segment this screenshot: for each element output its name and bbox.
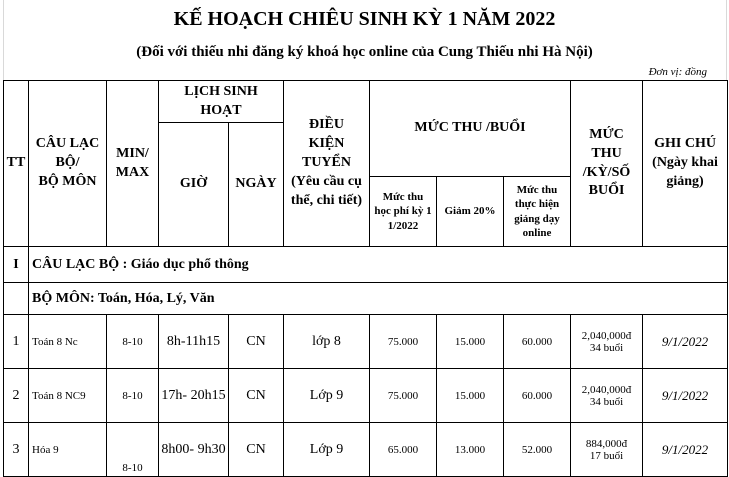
header-condition-line2: KIỆN <box>308 136 345 152</box>
enrollment-table <box>3 80 728 477</box>
subsection-number-cell <box>4 283 29 315</box>
row-discount: 15.000 <box>437 369 504 423</box>
header-condition <box>284 81 370 247</box>
header-note-line1: GHI CHÚ <box>654 136 716 152</box>
header-total <box>571 81 643 247</box>
header-day: NGÀY <box>229 123 284 247</box>
header-total-line1: MỨC <box>589 126 624 142</box>
header-total-line3: /KỲ/SỐ <box>582 164 631 180</box>
row-total-sessions: 17 buổi <box>589 449 624 462</box>
course-name: Hóa 9 <box>29 423 107 477</box>
header-fee-online-line1: Mức thu <box>516 183 558 196</box>
row-day: CN <box>229 369 284 423</box>
row-total-sessions: 34 buổi <box>589 341 624 354</box>
row-condition: Lớp 9 <box>284 423 370 477</box>
row-discount: 13.000 <box>437 423 504 477</box>
header-total-line2: THU <box>591 145 622 161</box>
header-tt: TT <box>4 81 29 247</box>
header-club-line2: BỘ/ <box>55 155 80 171</box>
header-schedule-line2: HOẠT <box>200 102 242 118</box>
row-total <box>571 369 643 423</box>
row-total-amount: 2,040,000đ <box>581 383 632 396</box>
row-start-date: 9/1/2022 <box>643 369 728 423</box>
page-subtitle: (Đối với thiếu nhi đăng ký khoá học online của Cung Thiếu nhi Hà Nội) <box>136 44 593 60</box>
header-condition-line1: ĐIỀU <box>308 117 344 133</box>
row-total <box>571 315 643 369</box>
row-total-amount: 2,040,000đ <box>581 329 632 342</box>
row-online-fee: 52.000 <box>504 423 571 477</box>
table-row <box>4 369 728 423</box>
section-number: I <box>4 247 29 283</box>
header-minmax-line1: MIN/ <box>116 145 149 161</box>
sheet-edge-left <box>3 0 4 80</box>
header-fee-base-line2: học phí kỳ 1 <box>374 205 432 218</box>
row-fee: 75.000 <box>370 315 437 369</box>
row-number: 3 <box>4 423 29 477</box>
header-schedule-line1: LỊCH SINH <box>184 83 258 99</box>
header-note-line3: giảng) <box>666 173 704 189</box>
page-title: KẾ HOẠCH CHIÊU SINH KỲ 1 NĂM 2022 <box>173 8 556 30</box>
row-total-sessions: 34 buổi <box>589 395 624 408</box>
row-time: 17h- 20h15 <box>159 369 229 423</box>
header-time: GIỜ <box>159 123 229 247</box>
subsection-title: BỘ MÔN: Toán, Hóa, Lý, Văn <box>29 283 728 315</box>
header-discount: Giảm 20% <box>437 177 504 247</box>
header-fee-base-line1: Mức thu <box>382 191 424 204</box>
currency-unit-note: Đơn vị: đồng <box>648 66 707 78</box>
header-fee-online-line4: online <box>522 226 552 239</box>
header-club-line3: BỘ MÔN <box>38 173 97 189</box>
header-condition-line3: TUYỂN <box>301 155 351 171</box>
table-row <box>4 423 728 477</box>
row-minmax: 8-10 <box>107 369 159 423</box>
header-minmax <box>107 81 159 247</box>
row-online-fee: 60.000 <box>504 315 571 369</box>
course-name: Toán 8 Nc <box>29 315 107 369</box>
header-club <box>29 81 107 247</box>
row-start-date: 9/1/2022 <box>643 315 728 369</box>
header-note-line2: (Ngày khai <box>652 155 718 171</box>
section-title: CÂU LẠC BỘ : Giáo dục phổ thông <box>29 247 728 283</box>
header-fee-online-line3: giảng dạy <box>514 212 560 225</box>
course-name: Toán 8 NC9 <box>29 369 107 423</box>
row-condition: Lớp 9 <box>284 369 370 423</box>
header-club-line1: CÂU LẠC <box>35 136 100 152</box>
header-fee-base <box>370 177 437 247</box>
header-condition-line5: thể, chi tiết) <box>290 192 363 208</box>
row-start-date: 9/1/2022 <box>643 423 728 477</box>
table-row <box>4 315 728 369</box>
row-number: 2 <box>4 369 29 423</box>
header-fee-online <box>504 177 571 247</box>
header-fee-online-line2: thực hiện <box>514 198 560 211</box>
row-fee: 65.000 <box>370 423 437 477</box>
row-online-fee: 60.000 <box>504 369 571 423</box>
header-fee-per-session: MỨC THU /BUỔI <box>370 81 571 177</box>
row-fee: 75.000 <box>370 369 437 423</box>
row-minmax: 8-10 <box>107 315 159 369</box>
sheet-edge-right <box>726 0 727 80</box>
row-total <box>571 423 643 477</box>
header-minmax-line2: MAX <box>115 164 150 180</box>
row-number: 1 <box>4 315 29 369</box>
row-day: CN <box>229 315 284 369</box>
row-day: CN <box>229 423 284 477</box>
header-note <box>643 81 728 247</box>
row-total-amount: 884,000đ <box>585 437 628 450</box>
header-fee-base-line3: 1/2022 <box>387 219 419 232</box>
header-total-line4: BUỔI <box>588 183 625 199</box>
row-time: 8h00- 9h30 <box>159 423 229 477</box>
row-minmax: 8-10 <box>107 423 159 477</box>
header-schedule <box>159 81 284 123</box>
header-condition-line4: (Yêu cầu cụ <box>291 173 362 189</box>
row-time: 8h-11h15 <box>159 315 229 369</box>
row-condition: lớp 8 <box>284 315 370 369</box>
row-discount: 15.000 <box>437 315 504 369</box>
